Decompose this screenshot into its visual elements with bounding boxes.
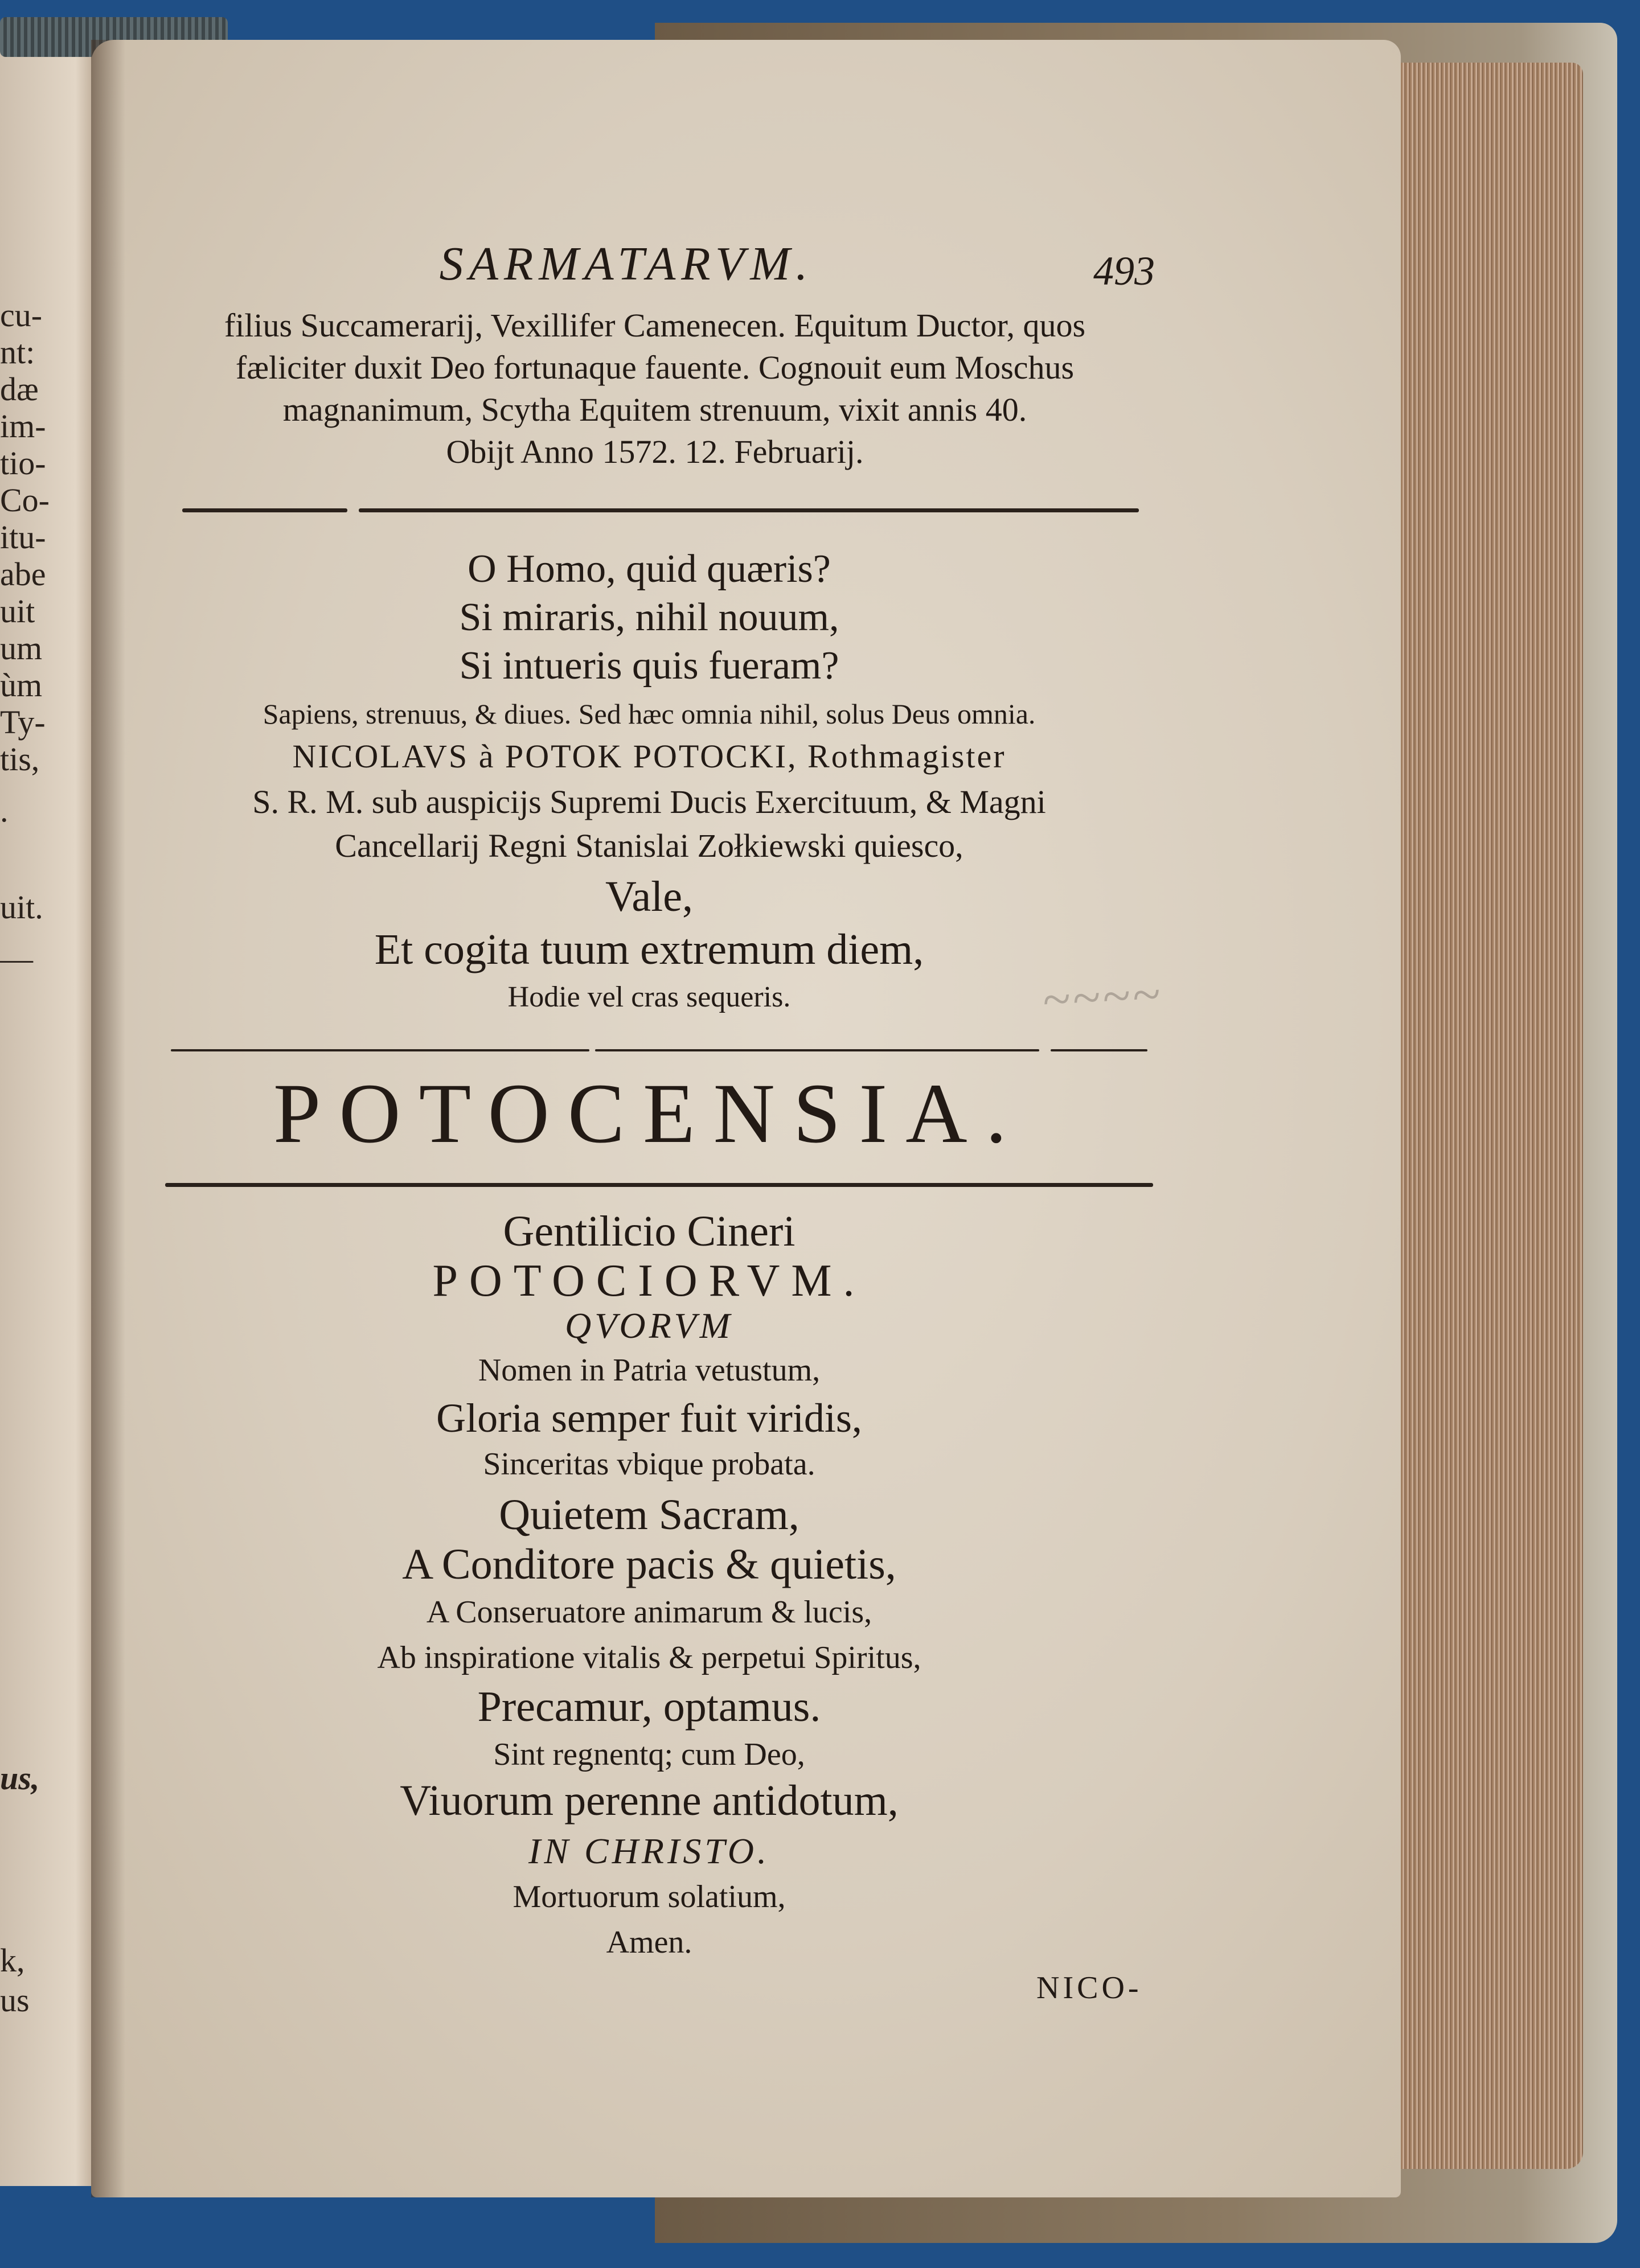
text-line: Cancellarij Regni Stanislai Zołkiewski quiesco,: [335, 827, 964, 864]
text-line: Nomen in Patria vetustum,: [478, 1353, 821, 1388]
margin-fragment: itu-: [0, 519, 46, 556]
text-line: Vale,: [605, 873, 694, 921]
text-line: Mortuorum solatium,: [512, 1879, 786, 1914]
margin-fragment: us,: [0, 1760, 40, 1797]
margin-fragment: um: [0, 630, 43, 667]
text-line: QVORVM: [565, 1305, 733, 1346]
text-line: magnanimum, Scytha Equitem strenuum, vixit annis 40.: [282, 391, 1027, 428]
margin-fragment: uit: [0, 593, 35, 630]
text-line: IN CHRISTO.: [528, 1831, 770, 1871]
text-line: Obijt Anno 1572. 12. Februarij.: [446, 433, 864, 470]
section-rule: [165, 1183, 1153, 1187]
margin-fragment: tio-: [0, 445, 46, 482]
margin-fragment: uit.: [0, 889, 43, 926]
text-line: Sapiens, strenuus, & diues. Sed hæc omnia nihil, solus Deus omnia.: [263, 698, 1036, 730]
text-line: Viuorum perenne antidotum,: [400, 1777, 899, 1825]
margin-fragment: cu-: [0, 297, 43, 334]
text-line: Sint regnentq; cum Deo,: [493, 1737, 805, 1772]
text-line: S. R. M. sub auspicijs Supremi Ducis Exercituum, & Magni: [252, 783, 1046, 820]
margin-fragment: Co-: [0, 482, 50, 519]
text-line: Gloria semper fuit viridis,: [436, 1395, 862, 1441]
section-title: POTOCENSIA.: [273, 1066, 1026, 1161]
margin-fragment: tis,: [0, 741, 40, 778]
section-rule: [182, 508, 347, 512]
text-line: fæliciter duxit Deo fortunaque fauente. Cognouit eum Moschus: [235, 349, 1075, 386]
text-line: A Conseruatore animarum & lucis,: [426, 1595, 872, 1630]
margin-fragment: ùm: [0, 667, 43, 704]
text-line: Si intueris quis fueram?: [459, 644, 839, 688]
margin-fragment: dæ: [0, 371, 39, 408]
text-line: Gentilicio Cineri: [503, 1207, 796, 1255]
text-line: Et cogita tuum extremum diem,: [374, 926, 924, 973]
text-line: NICOLAVS à POTOK POTOCKI, Rothmagister: [292, 738, 1006, 775]
text-line: Sinceritas vbique probata.: [483, 1447, 815, 1482]
text-line: O Homo, quid quæris?: [468, 547, 831, 591]
margin-fragment: k,: [0, 1942, 25, 1979]
text-line: Hodie vel cras sequeris.: [507, 981, 791, 1013]
pencil-annotation: ~~~~: [1040, 965, 1164, 1029]
page-number: 493: [1093, 248, 1155, 294]
text-line: Si miraris, nihil nouum,: [459, 595, 839, 639]
margin-fragment: Ty-: [0, 704, 46, 741]
margin-fragment: nt:: [0, 334, 35, 371]
section-rule: [595, 1049, 1039, 1051]
text-line: A Conditore pacis & quietis,: [402, 1540, 896, 1588]
section-rule: [359, 508, 1139, 512]
catchword: NICO-: [1036, 1970, 1142, 2006]
text-line: Quietem Sacram,: [499, 1491, 800, 1539]
text-line: Ab inspiratione vitalis & perpetui Spiritus,: [377, 1640, 921, 1675]
margin-fragment: —: [0, 940, 33, 977]
running-title: SARMATARVM.: [439, 237, 814, 290]
margin-fragment: .: [0, 792, 9, 829]
margin-fragment: abe: [0, 556, 46, 593]
text-line: Amen.: [606, 1925, 692, 1960]
text-line: filius Succamerarij, Vexillifer Camenecen. Equitum Ductor, quos: [224, 307, 1086, 344]
section-rule: [171, 1049, 589, 1051]
margin-fragment: us: [0, 1982, 30, 2019]
section-rule: [1051, 1049, 1147, 1051]
text-line: POTOCIORVM.: [432, 1256, 866, 1306]
margin-fragment: im-: [0, 408, 46, 445]
text-line: Precamur, optamus.: [477, 1683, 821, 1731]
